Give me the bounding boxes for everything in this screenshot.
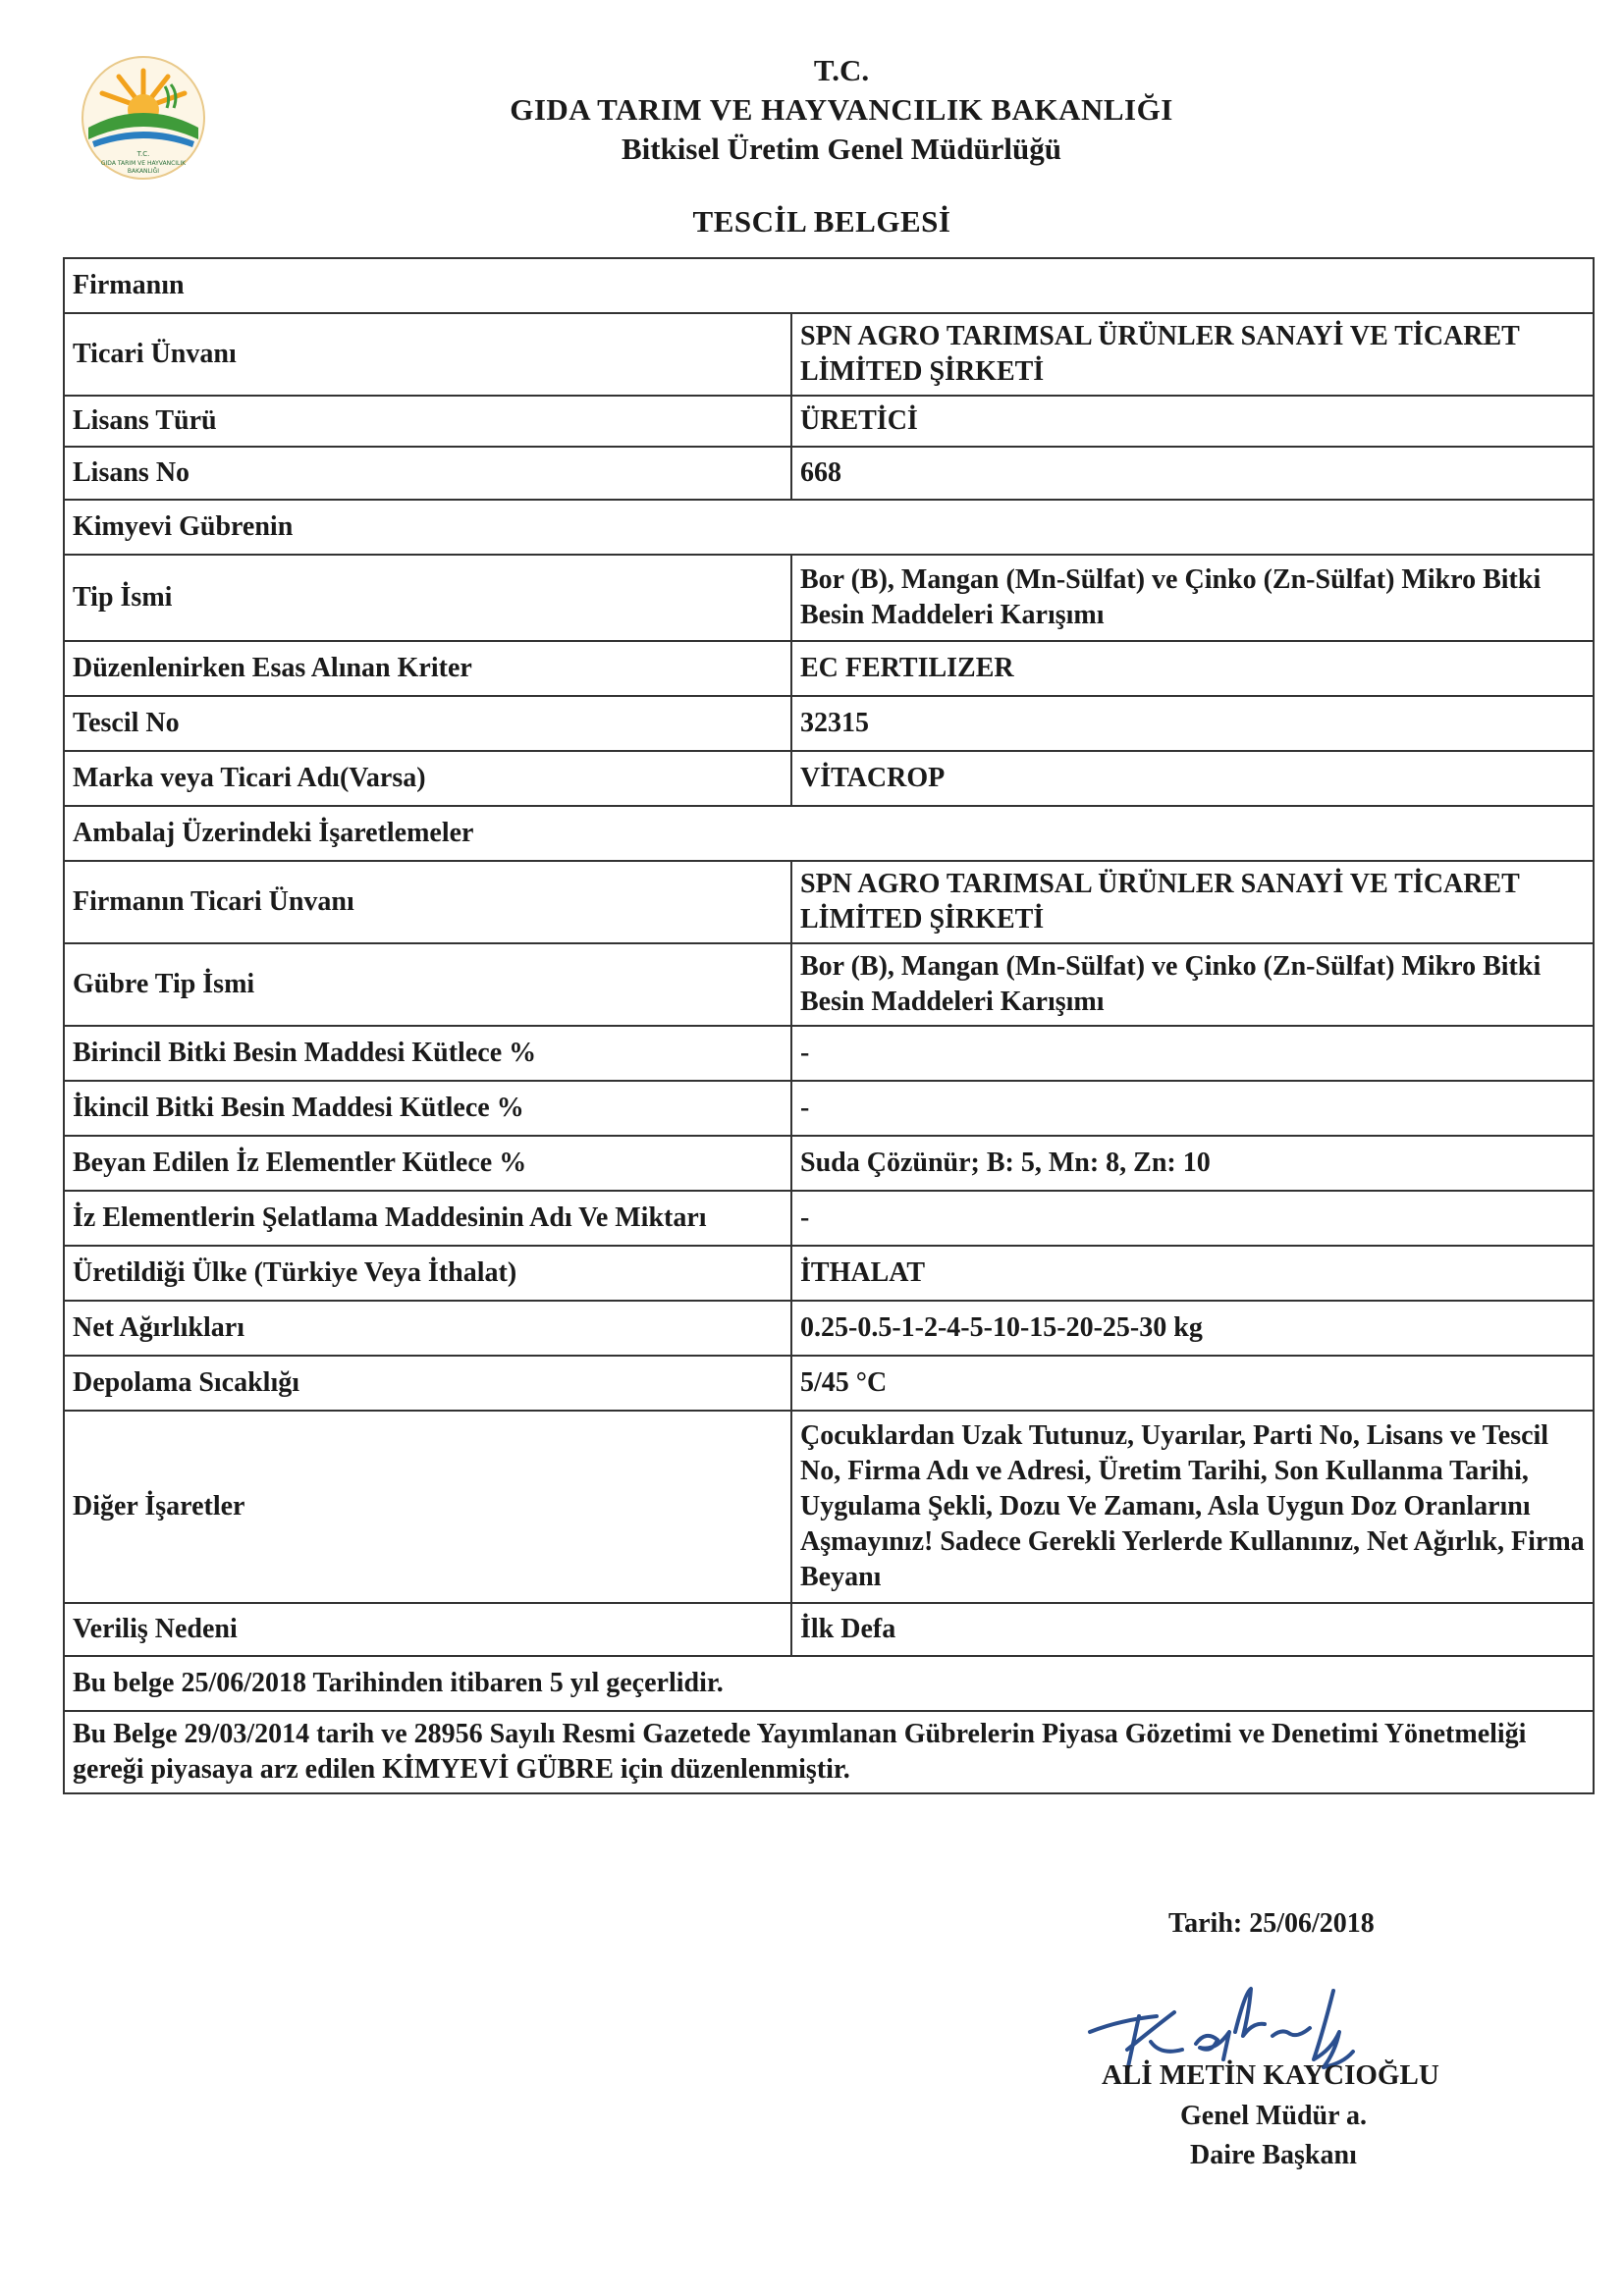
table-row [64, 555, 1594, 641]
storage-temp-value: 5/45 °C [791, 1356, 1594, 1411]
table-row [64, 1026, 1594, 1081]
issue-date: Tarih: 25/06/2018 [1168, 1908, 1375, 1939]
trace-elements-label: Beyan Edilen İz Elementler Kütlece % [64, 1136, 791, 1191]
criteria-label: Düzenlenirken Esas Alınan Kriter [64, 641, 791, 696]
table-row [64, 1081, 1594, 1136]
issue-reason-value: İlk Defa [791, 1603, 1594, 1656]
logo-text-mid: GIDA TARIM VE HAYVANCILIK [100, 160, 187, 167]
signatory-title-1: Genel Müdür a. [1180, 2101, 1368, 2131]
header-directorate: Bitkisel Üretim Genel Müdürlüğü [621, 132, 1062, 166]
license-no-label: Lisans No [64, 447, 791, 500]
primary-nutrient-value: - [791, 1026, 1594, 1081]
registration-table [63, 257, 1595, 1794]
pkg-trade-name-value: SPN AGRO TARIMSAL ÜRÜNLER SANAYİ VE TİCARET LİMİTED ŞİRKETİ [791, 861, 1594, 943]
table-row [64, 258, 1594, 313]
validity-note: Bu belge 25/06/2018 Tarihinden itibaren 5 yıl geçerlidir. [64, 1656, 1594, 1711]
table-row [64, 396, 1594, 447]
signatory-name: ALİ METİN KAYCIOĞLU [1102, 2059, 1439, 2091]
trade-name-label: Ticari Ünvanı [64, 313, 791, 396]
chelate-value: - [791, 1191, 1594, 1246]
regulation-note: Bu Belge 29/03/2014 tarih ve 28956 Sayılı Resmi Gazetede Yayımlanan Gübrelerin Piyasa Gözetimi ve Denetimi Yönetmeliği gereği piyasaya arz edilen KİMYEVİ GÜBRE için düzenlenmiştir. [64, 1711, 1594, 1793]
logo-text-top: T.C. [136, 150, 150, 158]
logo-text-bot: BAKANLIĞI [127, 168, 160, 175]
table-row [64, 1711, 1594, 1793]
storage-temp-label: Depolama Sıcaklığı [64, 1356, 791, 1411]
trace-elements-value: Suda Çözünür; B: 5, Mn: 8, Zn: 10 [791, 1136, 1594, 1191]
table-row [64, 1656, 1594, 1711]
section-fertilizer: Kimyevi Gübrenin [64, 500, 1594, 555]
other-marks-value: Çocuklardan Uzak Tutunuz, Uyarılar, Parti No, Lisans ve Tescil No, Firma Adı ve Adresi, Üretim Tarihi, Son Kullanma Tarihi, Uygulama Şekli, Dozu Ve Zamanı, Asla Uygun Doz Oranlarını Aşmayınız! Sadece Gerekli Yerlerde Kullanınız, Net Ağırlık, Firma Beyanı [791, 1411, 1594, 1603]
header-ministry: GIDA TARIM VE HAYVANCILIK BAKANLIĞI [510, 92, 1173, 127]
pkg-type-label: Gübre Tip İsmi [64, 943, 791, 1026]
table-row [64, 1246, 1594, 1301]
origin-label: Üretildiği Ülke (Türkiye Veya İthalat) [64, 1246, 791, 1301]
table-row [64, 641, 1594, 696]
table-row [64, 1356, 1594, 1411]
table-row [64, 500, 1594, 555]
table-row [64, 861, 1594, 943]
table-row [64, 1411, 1594, 1603]
net-weights-label: Net Ağırlıkları [64, 1301, 791, 1356]
document-title: TESCİL BELGESİ [692, 204, 951, 239]
trade-name-value: SPN AGRO TARIMSAL ÜRÜNLER SANAYİ VE TİCARET LİMİTED ŞİRKETİ [791, 313, 1594, 396]
table-row [64, 806, 1594, 861]
brand-value: VİTACROP [791, 751, 1594, 806]
primary-nutrient-label: Birincil Bitki Besin Maddesi Kütlece % [64, 1026, 791, 1081]
table-row [64, 313, 1594, 396]
other-marks-label: Diğer İşaretler [64, 1411, 791, 1603]
signatory-title-2: Daire Başkanı [1190, 2140, 1357, 2170]
license-type-value: ÜRETİCİ [791, 396, 1594, 447]
table-row [64, 696, 1594, 751]
chelate-label: İz Elementlerin Şelatlama Maddesinin Adı Ve Miktarı [64, 1191, 791, 1246]
secondary-nutrient-label: İkincil Bitki Besin Maddesi Kütlece % [64, 1081, 791, 1136]
table-row [64, 1603, 1594, 1656]
table-row [64, 1136, 1594, 1191]
type-name-label: Tip İsmi [64, 555, 791, 641]
pkg-trade-name-label: Firmanın Ticari Ünvanı [64, 861, 791, 943]
license-no-value: 668 [791, 447, 1594, 500]
license-type-label: Lisans Türü [64, 396, 791, 447]
origin-value: İTHALAT [791, 1246, 1594, 1301]
table-row [64, 1191, 1594, 1246]
net-weights-value: 0.25-0.5-1-2-4-5-10-15-20-25-30 kg [791, 1301, 1594, 1356]
table-row [64, 751, 1594, 806]
table-row [64, 1301, 1594, 1356]
type-name-value: Bor (B), Mangan (Mn-Sülfat) ve Çinko (Zn-Sülfat) Mikro Bitki Besin Maddeleri Karışımı [791, 555, 1594, 641]
brand-label: Marka veya Ticari Adı(Varsa) [64, 751, 791, 806]
reg-no-value: 32315 [791, 696, 1594, 751]
section-firm: Firmanın [64, 258, 1594, 313]
section-package: Ambalaj Üzerindeki İşaretlemeler [64, 806, 1594, 861]
reg-no-label: Tescil No [64, 696, 791, 751]
pkg-type-value: Bor (B), Mangan (Mn-Sülfat) ve Çinko (Zn-Sülfat) Mikro Bitki Besin Maddeleri Karışımı [791, 943, 1594, 1026]
header-tc: T.C. [813, 53, 870, 87]
criteria-value: EC FERTILIZER [791, 641, 1594, 696]
table-row [64, 447, 1594, 500]
table-row [64, 943, 1594, 1026]
secondary-nutrient-value: - [791, 1081, 1594, 1136]
issue-reason-label: Veriliş Nedeni [64, 1603, 791, 1656]
